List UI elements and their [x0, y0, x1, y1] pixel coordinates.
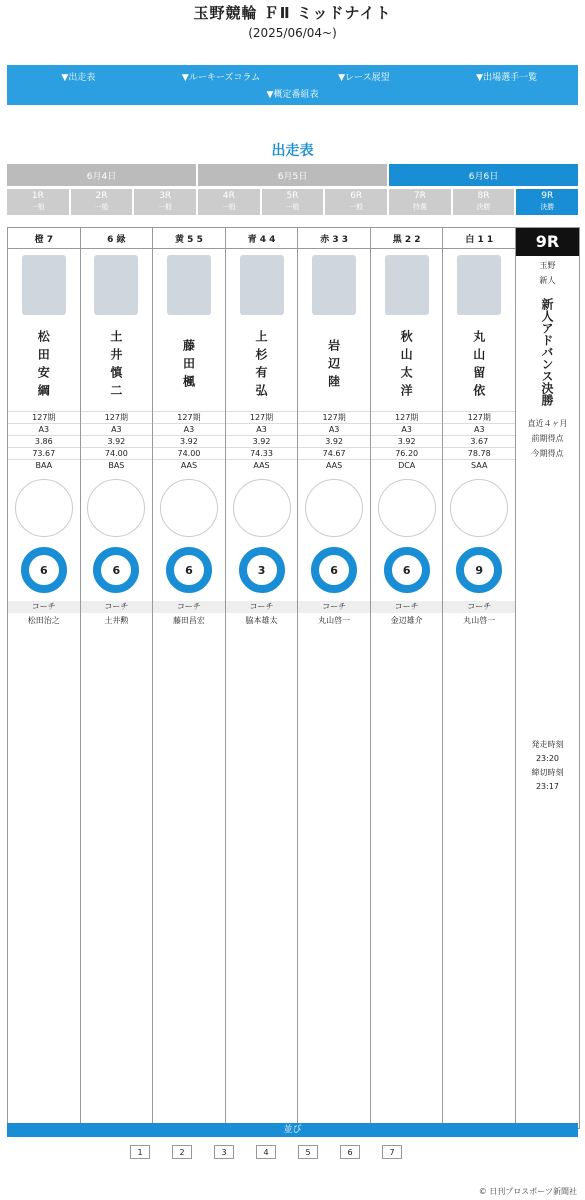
day-tab-0606[interactable]: 6月6日 [389, 164, 578, 186]
placement-donut: 9 [456, 547, 502, 593]
race-tab-9r[interactable] [516, 189, 578, 215]
race-tab-grade: 一般 [158, 203, 173, 211]
player-term: 127期 [443, 411, 515, 423]
page-title: 玉野競輪 ＦⅡ ミッドナイト [193, 4, 392, 22]
prev-points: 3.92 [371, 435, 443, 447]
player-class: A3 [298, 423, 370, 435]
race-tab-7r[interactable] [389, 189, 451, 215]
start-time: 23:20 [535, 754, 560, 763]
ability-radar [233, 479, 291, 537]
cur-points: 74.00 [153, 447, 225, 459]
day-tabs [7, 164, 578, 186]
start-label: 発走時刻 [531, 740, 564, 749]
race-number: 9R [516, 228, 579, 256]
player-photo [240, 255, 284, 315]
lineup-car-number: 3 [214, 1145, 234, 1159]
nav-item-rookies-column[interactable]: ▼ルーキーズコラム [181, 72, 261, 83]
placement-donut: 3 [239, 547, 285, 593]
entry-column [298, 228, 371, 1128]
race-tab-grade: 一般 [349, 203, 364, 211]
coach-label: コーチ [153, 601, 225, 613]
close-time: 23:17 [535, 782, 560, 791]
nav-item-player-list[interactable]: ▼出場選手一覧 [476, 72, 538, 83]
prev-points: 3.92 [81, 435, 153, 447]
cur-points: 74.33 [226, 447, 298, 459]
placement-donut: 6 [311, 547, 357, 593]
player-term: 127期 [226, 411, 298, 423]
frame-label: 黄 5 5 [153, 228, 225, 249]
race-tab-grade: 決勝 [476, 203, 491, 211]
placement-donut: 6 [384, 547, 430, 593]
player-term: 127期 [153, 411, 225, 423]
ability-radar [450, 479, 508, 537]
training-class: BAS [81, 459, 153, 471]
player-term: 127期 [298, 411, 370, 423]
frame-label: 赤 3 3 [298, 228, 370, 249]
race-tab-number: 9R [541, 191, 554, 201]
race-title: 新人アドバンス決勝 [540, 298, 554, 406]
lineup-item [172, 1145, 192, 1159]
race-tab-1r[interactable] [7, 189, 69, 215]
entry-column [153, 228, 226, 1128]
race-info-panel [516, 228, 579, 1128]
prev-points: 3.86 [8, 435, 80, 447]
entry-column [81, 228, 154, 1128]
race-tab-4r[interactable] [198, 189, 260, 215]
entry-column [8, 228, 81, 1128]
race-tab-number: 1R [31, 191, 44, 201]
ability-radar [305, 479, 363, 537]
cur-points: 78.78 [443, 447, 515, 459]
training-class: DCA [371, 459, 443, 471]
nav-item-program[interactable]: ▼概定番組表 [266, 90, 319, 100]
placement-donut: 6 [166, 547, 212, 593]
cur-points-label: 今期得点 [531, 449, 564, 458]
prev-points-label: 前期得点 [531, 434, 564, 443]
race-tab-number: 7R [413, 191, 426, 201]
frame-label: 青 4 4 [226, 228, 298, 249]
entry-column [226, 228, 299, 1128]
race-tab-number: 4R [222, 191, 235, 201]
close-label: 締切時刻 [531, 768, 564, 777]
player-term: 127期 [81, 411, 153, 423]
coach-label: コーチ [298, 601, 370, 613]
player-class: A3 [226, 423, 298, 435]
player-photo [385, 255, 429, 315]
lineup-bar: 並び [7, 1123, 578, 1137]
prev-points: 3.92 [298, 435, 370, 447]
frame-label: 黒 2 2 [371, 228, 443, 249]
frame-label: 白 1 1 [443, 228, 515, 249]
coach-name: 丸山啓一 [463, 616, 496, 625]
entry-column [443, 228, 516, 1128]
player-name: 丸山留依 [471, 330, 486, 402]
race-tab-2r[interactable] [71, 189, 133, 215]
player-class: A3 [8, 423, 80, 435]
race-tab-number: 3R [159, 191, 172, 201]
class-label: 新人 [539, 276, 556, 285]
cur-points: 73.67 [8, 447, 80, 459]
lineup-car-number: 5 [298, 1145, 318, 1159]
credit: © 日刊プロスポーツ新聞社 [478, 1187, 577, 1196]
player-class: A3 [81, 423, 153, 435]
race-tabs [7, 189, 578, 215]
lineup-item [382, 1145, 402, 1159]
player-photo [312, 255, 356, 315]
race-tab-grade: 決勝 [540, 203, 555, 211]
placement-donut: 6 [21, 547, 67, 593]
player-photo [457, 255, 501, 315]
coach-label: コーチ [371, 601, 443, 613]
race-tab-3r[interactable] [134, 189, 196, 215]
ability-radar [87, 479, 145, 537]
day-tab-0605[interactable]: 6月5日 [198, 164, 387, 186]
page-header [0, 0, 585, 54]
entry-board [7, 227, 580, 1129]
prev-points: 3.92 [153, 435, 225, 447]
lineup-car-number: 7 [382, 1145, 402, 1159]
lineup-car-number: 1 [130, 1145, 150, 1159]
player-name: 土井慎二 [108, 330, 123, 402]
race-tab-grade: 一般 [285, 203, 300, 211]
race-tab-8r[interactable] [453, 189, 515, 215]
player-photo [94, 255, 138, 315]
cond-label: 直近４ヶ月 [527, 419, 568, 428]
race-tab-number: 6R [350, 191, 363, 201]
player-term: 127期 [371, 411, 443, 423]
player-name: 松田安綱 [36, 330, 51, 402]
placement-donut: 6 [93, 547, 139, 593]
player-name: 上杉有弘 [254, 330, 269, 402]
lineup-item [340, 1145, 360, 1159]
lineup-item [130, 1145, 150, 1159]
frame-label: 6 緑 [81, 228, 153, 249]
player-name: 岩辺陸 [326, 339, 341, 393]
coach-name: 金辺雄介 [390, 616, 423, 625]
race-tab-number: 2R [95, 191, 108, 201]
lineup-item [298, 1145, 318, 1159]
lineup-item [214, 1145, 234, 1159]
race-tab-5r[interactable] [262, 189, 324, 215]
coach-name: 丸山啓一 [318, 616, 351, 625]
ability-radar [15, 479, 73, 537]
player-photo [22, 255, 66, 315]
coach-label: コーチ [226, 601, 298, 613]
coach-label: コーチ [443, 601, 515, 613]
race-tab-number: 8R [477, 191, 490, 201]
top-nav [7, 65, 578, 105]
coach-label: コーチ [8, 601, 80, 613]
day-tab-0604[interactable]: 6月4日 [7, 164, 196, 186]
prev-points: 3.92 [226, 435, 298, 447]
race-tab-6r[interactable] [325, 189, 387, 215]
training-class: BAA [8, 459, 80, 471]
cur-points: 74.67 [298, 447, 370, 459]
lineup-car-number: 2 [172, 1145, 192, 1159]
coach-name: 藤田昌宏 [172, 616, 205, 625]
lineup [130, 1145, 402, 1159]
section-title: 出走表 [271, 143, 314, 159]
training-class: AAS [226, 459, 298, 471]
coach-name: 土井勲 [104, 616, 129, 625]
player-class: A3 [153, 423, 225, 435]
race-tab-grade: 一般 [94, 203, 109, 211]
prev-points: 3.67 [443, 435, 515, 447]
player-photo [167, 255, 211, 315]
lineup-item [256, 1145, 276, 1159]
ability-radar [160, 479, 218, 537]
training-class: SAA [443, 459, 515, 471]
race-tab-grade: 一般 [30, 203, 45, 211]
coach-name: 脇本雄太 [245, 616, 278, 625]
coach-name: 松田治之 [27, 616, 60, 625]
coach-label: コーチ [81, 601, 153, 613]
player-class: A3 [443, 423, 515, 435]
player-name: 藤田楓 [181, 339, 196, 393]
nav-item-race-outlook[interactable]: ▼レース展望 [338, 72, 390, 83]
ability-radar [378, 479, 436, 537]
player-term: 127期 [8, 411, 80, 423]
lineup-car-number: 4 [256, 1145, 276, 1159]
nav-item-entries[interactable]: ▼出走表 [61, 72, 96, 83]
race-tab-number: 5R [286, 191, 299, 201]
frame-label: 橙 7 [8, 228, 80, 249]
player-name: 秋山太洋 [399, 330, 414, 402]
cur-points: 76.20 [371, 447, 443, 459]
lineup-car-number: 6 [340, 1145, 360, 1159]
race-tab-grade: 特選 [412, 203, 427, 211]
cur-points: 74.00 [81, 447, 153, 459]
entry-column [371, 228, 444, 1128]
training-class: AAS [298, 459, 370, 471]
player-class: A3 [371, 423, 443, 435]
page-date: (2025/06/04~) [248, 26, 337, 40]
venue-label: 玉野 [539, 261, 556, 270]
training-class: AAS [153, 459, 225, 471]
race-tab-grade: 一般 [221, 203, 236, 211]
